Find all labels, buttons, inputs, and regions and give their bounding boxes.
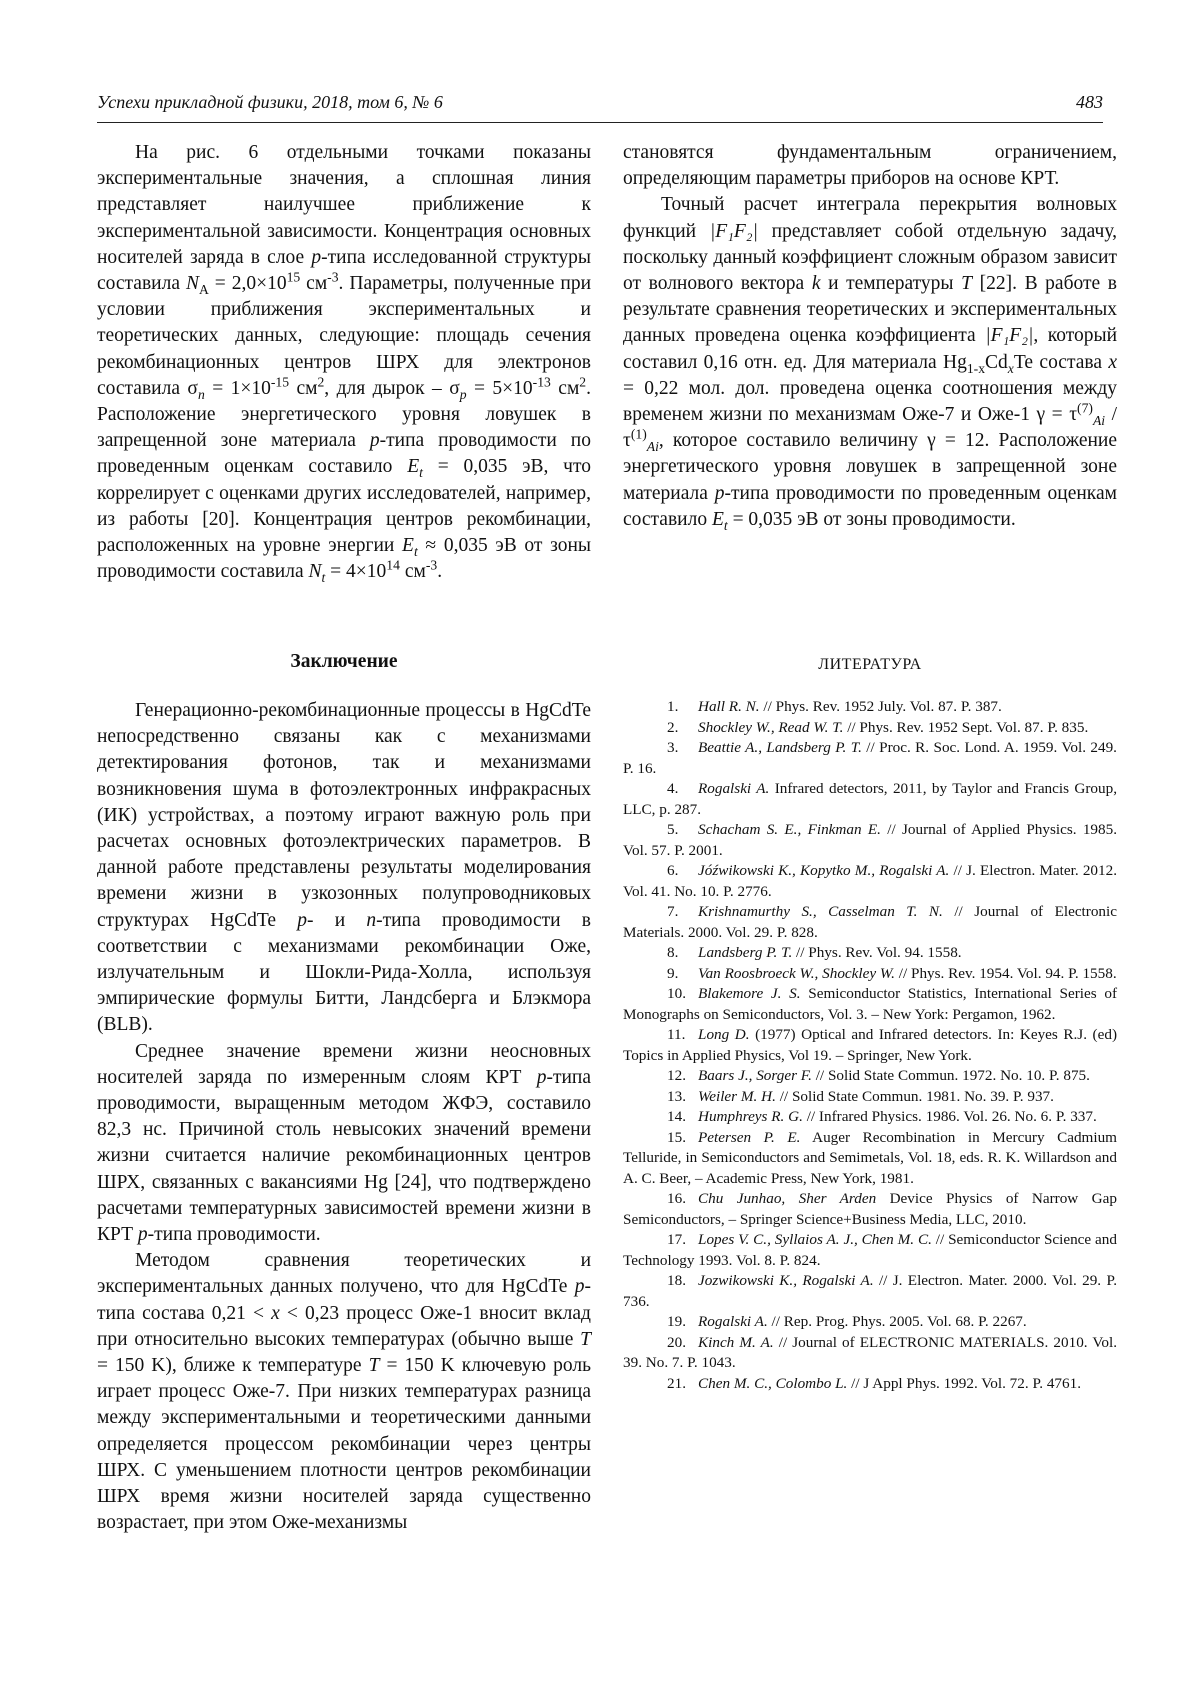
reference-number: 12. — [667, 1067, 686, 1084]
reference-source: // Phys. Rev. 1952 Sept. Vol. 87. P. 835. — [843, 718, 1089, 736]
reference-number: 7. — [667, 903, 679, 920]
reference-source: // Solid State Commun. 1972. No. 10. P. 875. — [811, 1067, 1090, 1084]
reference-authors: Krishnamurthy S., Casselman T. N. — [698, 903, 943, 920]
reference-item — [623, 1066, 1117, 1087]
reference-item — [623, 943, 1117, 964]
reference-source: // J Appl Phys. 1992. Vol. 72. P. 4761. — [847, 1374, 1081, 1392]
reference-authors: Jóźwikowski K., Kopytko M., Rogalski A. — [698, 862, 950, 879]
reference-number: 20. — [667, 1333, 686, 1351]
reference-source: // J. Electron. Mater. 2000. Vol. 29. P. 736. — [623, 1272, 1117, 1310]
gamma-formula: $\gamma = \tau^{(7)}_{Ai} / \tau^{(1)}_{Ai}$ — [623, 400, 1118, 455]
reference-item — [623, 1128, 1117, 1190]
section-title-conclusion: Заключение — [290, 651, 398, 672]
reference-number: 6. — [667, 862, 679, 879]
reference-item — [623, 1025, 1117, 1066]
reference-number: 15. — [667, 1128, 686, 1146]
right-column-top — [623, 140, 1117, 533]
reference-item — [623, 1189, 1117, 1230]
paragraph-conclusion-1: Генерационно-рекомбинационные процессы в HgCdTe непосредственно связаны как с механизмами детектирования фотонов, так и механизмами возникновения шума в фотоэлектронных инфракрасных (ИК) устройствах, а поэтому играют важную роль при расчетах основных фотоэлектрических параметров. В данной работе представлены результаты моделирования времени жизни в узкозонных полупроводниковых структурах HgCdTe p- и n-типа проводимости в соответствии с механизмами рекомбинации Оже, излучательным и Шокли-Рида-Холла, используя эмпирические формулы Битти, Ландсберга и Блэкмора (BLB). — [97, 700, 591, 1036]
reference-source: Auger Recombination in Mercury Cadmium Telluride, in Semiconductors and Semimetals, Vol. 18, eds. R. K. Willardson and A. C. Beer, – Academic Press, New York, 1981. — [623, 1128, 1118, 1187]
reference-source: // Semiconductor Science and Technology 1993. Vol. 8. P. 824. — [623, 1231, 1117, 1269]
reference-source: // Solid State Commun. 1981. No. 39. P. 937. — [775, 1087, 1054, 1105]
running-header — [97, 92, 1103, 123]
reference-authors: Rogalski A. — [698, 1313, 768, 1330]
reference-source: // Infrared Physics. 1986. Vol. 26. No. 6. P. 337. — [802, 1108, 1097, 1125]
paragraph-overlap-integral: Точный расчет интеграла перекрытия волновых функций |F₁F₂| представляет собой отдельную задачу, поскольку данный коэффициент сложным образом зависит от волнового вектора k и температуры T [22]. В работе в результате сравнения теоретических и экспериментальных данных проведена оценка коэффициента |F₁F₂|, который составил 0,16 отн. ед. Для материала $Hg_{1-x}Cd_xTe$ состава x = 0,22 мол. дол. проведена оценка соотношения между временем жизни по механизмам Оже-7 и Оже-1 $\gamma = \tau^{(7)}_{Ai} / \tau^{(1)}_{Ai}$, которое составило величину γ = 12. Расположение энергетического уровня ловушек в запрещенной зоне материала p-типа проводимости по проведенным оценкам составило $E_t = 0,035$ эВ от зоны проводимости. — [623, 194, 1118, 533]
reference-authors: Weiler M. H. — [698, 1087, 776, 1105]
reference-source: // Journal of ELECTRONIC MATERIALS. 2010. Vol. 39. No. 7. P. 1043. — [623, 1333, 1117, 1371]
reference-item — [623, 820, 1117, 861]
paragraph-conclusion-2: Среднее значение времени жизни неосновных носителей заряда по измеренным слоям КРТ p-типа проводимости, выращенным методом ЖФЭ, составило 82,3 нс. Причиной столь невысоких значений времени жизни считается наличие рекомбинационных центров ШРХ, связанных с вакансиями Hg [24], что подтверждено расчетами температурных зависимостей времени жизни в КРТ p-типа проводимости. — [97, 1040, 591, 1246]
reference-authors: Van Roosbroeck W., Shockley W. — [698, 964, 895, 982]
reference-number: 21. — [667, 1374, 686, 1392]
reference-number: 19. — [667, 1313, 686, 1330]
reference-item — [623, 718, 1117, 739]
reference-item — [623, 1312, 1117, 1333]
reference-item — [623, 779, 1117, 820]
reference-number: 16. — [667, 1190, 686, 1207]
reference-authors: Beattie A., Landsberg P. T. — [698, 739, 862, 756]
reference-number: 2. — [667, 718, 679, 736]
reference-number: 17. — [667, 1231, 686, 1248]
reference-item — [623, 1107, 1117, 1128]
reference-item — [623, 902, 1117, 943]
reference-number: 18. — [667, 1272, 686, 1289]
paragraph-results: На рис. 6 отдельными точками показаны экспериментальные значения, а сплошная линия представляет наилучшее приближение к экспериментальной зависимости. Концентрация основных носителей заряда в слое p-типа исследованной структуры составила $N_A = 2,0\times 10^{15}$ $см^{-3}$. Параметры, полученные при условии приближения экспериментальных и теоретических данных, следующие: площадь сечения рекомбинационных центров ШРХ для электронов составила $\sigma_n = 1\times 10^{-15}$ $см^2$, для дырок – $\sigma_p = 5\times 10^{-13}$ $см^2$. Расположение энергетического уровня ловушек в запрещенной зоне материала p-типа проводимости по проведенным оценкам составило $E_t = 0,035$ эВ, что коррелирует с оценками других исследователей, например, из работы [20]. Концентрация центров рекомбинации, расположенных на уровне энергии $E_t \approx 0,035$ эВ от зоны проводимости составила $N_t = 4\times 10^{14}$ $см^{-3}$. — [97, 142, 592, 586]
reference-authors: Long D. — [698, 1026, 750, 1043]
reference-number: 10. — [667, 985, 686, 1002]
reference-source: // Proc. R. Soc. Lond. A. 1959. Vol. 249. P. 16. — [623, 739, 1117, 777]
reference-item — [623, 1333, 1117, 1374]
reference-item — [623, 1374, 1117, 1395]
reference-authors: Blakemore J. S. — [698, 985, 801, 1002]
reference-item — [623, 861, 1117, 902]
reference-source: // Rep. Prog. Phys. 2005. Vol. 68. P. 2267. — [767, 1313, 1027, 1330]
reference-authors: Landsberg P. T. — [698, 944, 793, 961]
journal-title: Успехи прикладной физики, 2018, том 6, № 6 — [97, 92, 443, 112]
reference-authors: Baars J., Sorger F. — [698, 1067, 812, 1084]
reference-authors: Chen M. C., Colombo L. — [698, 1374, 848, 1392]
reference-source: // Phys. Rev. 1952 July. Vol. 87. P. 387. — [759, 698, 1002, 715]
reference-item — [623, 1271, 1117, 1312]
reference-item — [623, 964, 1117, 985]
reference-source: (1977) Optical and Infrared detectors. In: Keyes R.J. (ed) Topics in Applied Physics, Vol 19. – Springer, New York. — [623, 1026, 1117, 1064]
reference-item — [623, 1087, 1117, 1108]
reference-number: 13. — [667, 1087, 686, 1105]
reference-source: // Journal of Applied Physics. 1985. Vol. 57. P. 2001. — [623, 821, 1117, 859]
overlap-formula: |F₁F₂| — [709, 220, 758, 242]
reference-number: 11. — [667, 1026, 686, 1043]
left-column-top — [97, 140, 591, 585]
reference-number: 14. — [667, 1108, 686, 1125]
reference-authors: Chu Junhao, Sher Arden — [698, 1190, 877, 1207]
reference-number: 5. — [667, 821, 679, 838]
left-column-conclusion — [97, 698, 591, 1537]
reference-number: 8. — [667, 944, 679, 961]
reference-authors: Lopes V. C., Syllaios A. J., Chen M. C. — [698, 1231, 932, 1248]
reference-source: // J. Electron. Mater. 2012. Vol. 41. No. 10. P. 2776. — [623, 862, 1117, 900]
page-number: 483 — [1076, 92, 1103, 112]
reference-authors: Kinch M. A. — [698, 1333, 774, 1351]
reference-authors: Shockley W., Read W. T. — [698, 718, 844, 736]
reference-source: // Phys. Rev. 1954. Vol. 94. P. 1558. — [894, 964, 1117, 982]
reference-source: Infrared detectors, 2011, by Taylor and Francis Group, LLC, p. 287. — [623, 780, 1117, 818]
reference-authors: Hall R. N. — [698, 698, 760, 715]
reference-authors: Petersen P. E. — [698, 1128, 801, 1146]
reference-number: 1. — [667, 698, 679, 715]
reference-number: 9. — [667, 964, 679, 982]
reference-number: 4. — [667, 780, 679, 797]
reference-item — [623, 1230, 1117, 1271]
references-list — [623, 697, 1117, 1394]
reference-authors: Humphreys R. G. — [698, 1108, 803, 1125]
paragraph-continuation: становятся фундаментальным ограничением, определяющим параметры приборов на основе КРТ. — [623, 142, 1117, 190]
reference-source: Semiconductor Statistics, International Series of Monographs on Semiconductors, Vol. 3. – New York: Pergamon, 1962. — [623, 985, 1118, 1023]
references-title: ЛИТЕРАТУРА — [818, 656, 922, 673]
reference-authors: Rogalski A. — [698, 780, 770, 797]
reference-source: Device Physics of Narrow Gap Semiconductors, – Springer Science+Business Media, LLC, 2010. — [623, 1190, 1117, 1228]
reference-item — [623, 984, 1117, 1025]
reference-source: // Journal of Electronic Materials. 2000. Vol. 29. P. 828. — [623, 903, 1117, 941]
reference-item — [623, 738, 1117, 779]
reference-source: // Phys. Rev. Vol. 94. 1558. — [792, 944, 962, 961]
paragraph-conclusion-3: Методом сравнения теоретических и экспериментальных данных получено, что для HgCdTe p-типа состава 0,21 < x < 0,23 процесс Оже-1 вносит вклад при относительно высоких температурах (обычно выше T = 150 K), ближе к температуре T = 150 K ключевую роль играет процесс Оже-7. При низких температурах разница между экспериментальными и теоретическими данными определяется процессом рекомбинации через центры ШРХ. С уменьшением плотности центров рекомбинации ШРХ время жизни носителей заряда существенно возрастает, при этом Оже-механизмы — [97, 1250, 591, 1534]
reference-item — [623, 697, 1117, 718]
reference-authors: Schacham S. E., Finkman E. — [698, 821, 881, 838]
reference-number: 3. — [667, 739, 679, 756]
reference-authors: Jozwikowski K., Rogalski A. — [698, 1272, 874, 1289]
